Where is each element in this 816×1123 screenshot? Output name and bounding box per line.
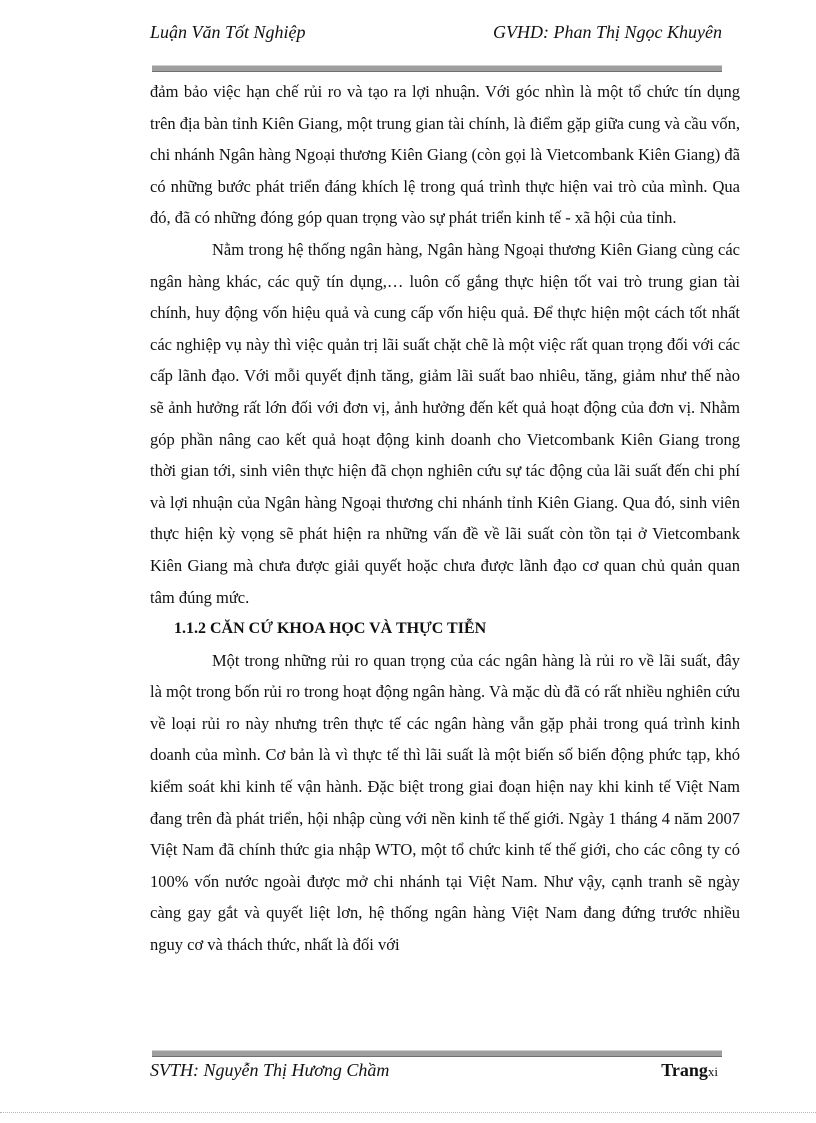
body-paragraph: Một trong những rủi ro quan trọng của các ngân hàng là rủi ro về lãi suất, đây là một trong bốn rủi ro trong hoạt động ngân hàng. Và mặc dù đã có rất nhiều nghiên cứu về loại rủi ro này nhưng trên thực tế các ngân hàng vẫn gặp phải trong quá trình kinh doanh của mình. Cơ bản là vì thực tế thì lãi suất là một biến số biến động phức tạp, khó kiểm soát khi kinh tế vận hành. Đặc biệt trong giai đoạn hiện nay khi kinh tế Việt Nam đang trên đà phát triển, hội nhập cùng với nền kinh tế thế giới. Ngày 1 tháng 4 năm 2007 Việt Nam đã chính thức gia nhập WTO, một tổ chức kinh tế thế giới, cho các công ty có 100% vốn nước ngoài được mở chi nhánh tại Việt Nam. Như vậy, cạnh tranh sẽ ngày càng gay gắt và quyết liệt lơn, hệ thống ngân hàng Việt Nam đang đứng trước nhiều nguy cơ và thách thức, nhất là đối với [150,650,740,955]
body-paragraph: Nằm trong hệ thống ngân hàng, Ngân hàng Ngoại thương Kiên Giang cùng các ngân hàng khác, các quỹ tín dụng,… luôn cố gắng thực hiện tốt vai trò trung gian tài chính, huy động vốn hiệu quả và cung cấp vốn hiệu quả. Để thực hiện một cách tốt nhất các nghiệp vụ này thì việc quản trị lãi suất chặt chẽ là một việc rất quan trọng đối với các cấp lãnh đạo. Với mỗi quyết định tăng, giảm lãi suất bao nhiêu, tăng, giảm như thế nào sẽ ảnh hưởng rất lớn đối với đơn vị, ảnh hưởng đến kết quả hoạt động của đơn vị. Nhằm góp phần nâng cao kết quả hoạt động kinh doanh cho Vietcombank Kiên Giang trong thời gian tới, sinh viên thực hiện đã chọn nghiên cứu sự tác động của lãi suất đến chi phí và lợi nhuận của Ngân hàng Ngoại thương chi nhánh tỉnh Kiên Giang. Qua đó, sinh viên thực hiện kỳ vọng sẽ phát hiện ra những vấn đề về lãi suất còn tồn tại ở Vietcombank Kiên Giang mà chưa được giải quyết hoặc chưa được lãnh đạo cơ quan chủ quản quan tâm đúng mức. [150,239,740,607]
header-thesis-title: Luận Văn Tốt Nghiệp [150,22,306,42]
header-divider [152,65,722,72]
page-header [150,22,722,50]
footer-page-label: Trang [661,1060,708,1080]
footer-page-number: xi [707,1064,718,1079]
body-paragraph: đảm bảo việc hạn chế rủi ro và tạo ra lợi nhuận. Với góc nhìn là một tổ chức tín dụng trên địa bàn tỉnh Kiên Giang, một trung gian tài chính, là điểm gặp giữa cung và cầu vốn, chi nhánh Ngân hàng Ngoại thương Kiên Giang (còn gọi là Vietcombank Kiên Giang) đã có những bước phát triển đáng khích lệ trong quá trình thực hiện vai trò của mình. Qua đó, đã có những đóng góp quan trọng vào sự phát triển kinh tế - xã hội của tỉnh. [150,82,740,228]
footer-page [661,1060,718,1081]
header-advisor: GVHD: Phan Thị Ngọc Khuyên [493,22,722,42]
footer-divider [152,1050,722,1057]
footer-student: SVTH: Nguyễn Thị Hương Chầm [150,1060,390,1080]
section-heading: 1.1.2 CĂN CỨ KHOA HỌC VÀ THỰC TIỄN [174,620,487,638]
page-footer [150,1060,718,1090]
page-body [150,76,740,961]
page-break-line [0,1112,816,1113]
